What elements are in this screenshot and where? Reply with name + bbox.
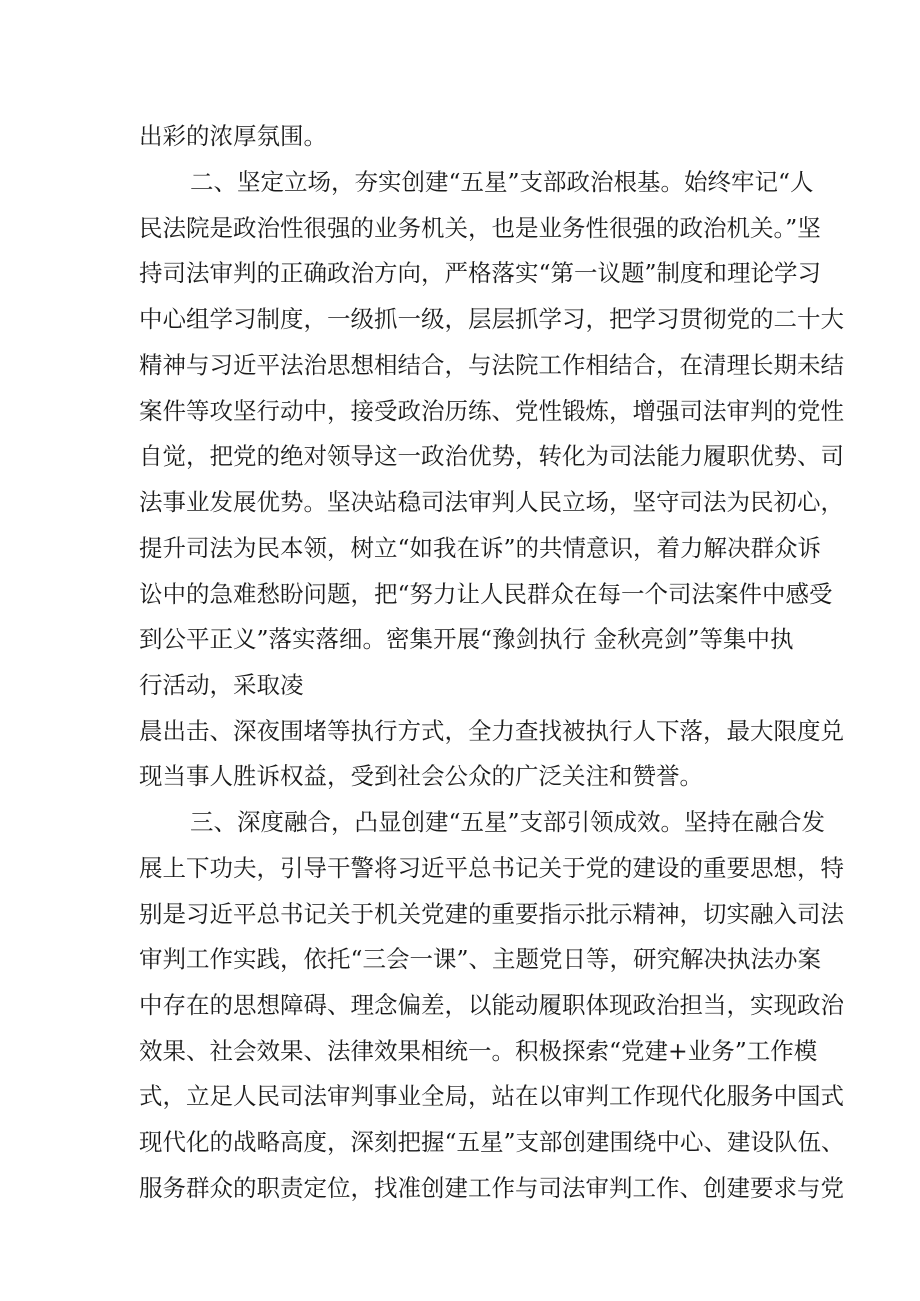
text-line: 到公平正义”落实落细。密集开展“豫剑执行 金秋亮剑”等集中执 (139, 625, 794, 653)
text-line: 别是习近平总书记关于机关党建的重要指示批示精神，切实融入司法 (139, 900, 844, 928)
text-line: 自觉，把党的绝对领导这一政治优势，转化为司法能力履职优势、司 (139, 442, 844, 470)
text-line: 民法院是政治性很强的业务机关，也是业务性很强的政治机关。”坚 (139, 214, 821, 242)
text-line: 中存在的思想障碍、理念偏差，以能动履职体现政治担当，实现政治 (139, 991, 844, 1019)
text-line: 服务群众的职责定位，找准创建工作与司法审判工作、创建要求与党 (139, 1174, 844, 1202)
paragraph-heading-line: 二、坚定立场，夯实创建“五星”支部政治根基。始终牢记“人 (190, 168, 814, 196)
text-line: 晨出击、深夜围堵等执行方式，全力查找被执行人下落，最大限度兑 (139, 717, 844, 745)
text-line: 法事业发展优势。坚决站稳司法审判人民立场，坚守司法为民初心， (139, 488, 844, 516)
text-line: 现代化的战略高度，深刻把握“五星”支部创建围绕中心、建设队伍、 (139, 1128, 845, 1156)
text-line: 现当事人胜诉权益，受到社会公众的广泛关注和赞誉。 (139, 762, 703, 790)
text-line: 展上下功夫，引导干警将习近平总书记关于党的建设的重要思想，特 (139, 854, 844, 882)
text-line: 讼中的急难愁盼问题，把“努力让人民群众在每一个司法案件中感受 (139, 580, 833, 608)
text-line: 提升司法为民本领，树立“如我在诉”的共情意识，着力解决群众诉 (139, 534, 822, 562)
text-line: 精神与习近平法治思想相结合，与法院工作相结合，在清理长期未结 (139, 351, 844, 379)
text-line: 式，立足人民司法审判事业全局，站在以审判工作现代化服务中国式 (139, 1082, 844, 1110)
text-line: 案件等攻坚行动中，接受政治历练、党性锻炼，增强司法审判的党性 (139, 397, 844, 425)
text-line: 行活动，采取凌 (139, 671, 304, 699)
text-line: 出彩的浓厚氛围。 (139, 122, 327, 150)
text-line: 效果、社会效果、法律效果相统一。积极探索“党建+业务”工作模 (139, 1037, 818, 1065)
paragraph-heading-line: 三、深度融合，凸显创建“五星”支部引领成效。坚持在融合发 (190, 808, 826, 836)
text-line: 持司法审判的正确政治方向，严格落实“第一议题”制度和理论学习 (139, 259, 822, 287)
text-line: 审判工作实践，依托“三会一课”、主题党日等，研究解决执法办案 (139, 945, 822, 973)
text-line: 中心组学习制度，一级抓一级，层层抓学习，把学习贯彻党的二十大 (139, 305, 844, 333)
